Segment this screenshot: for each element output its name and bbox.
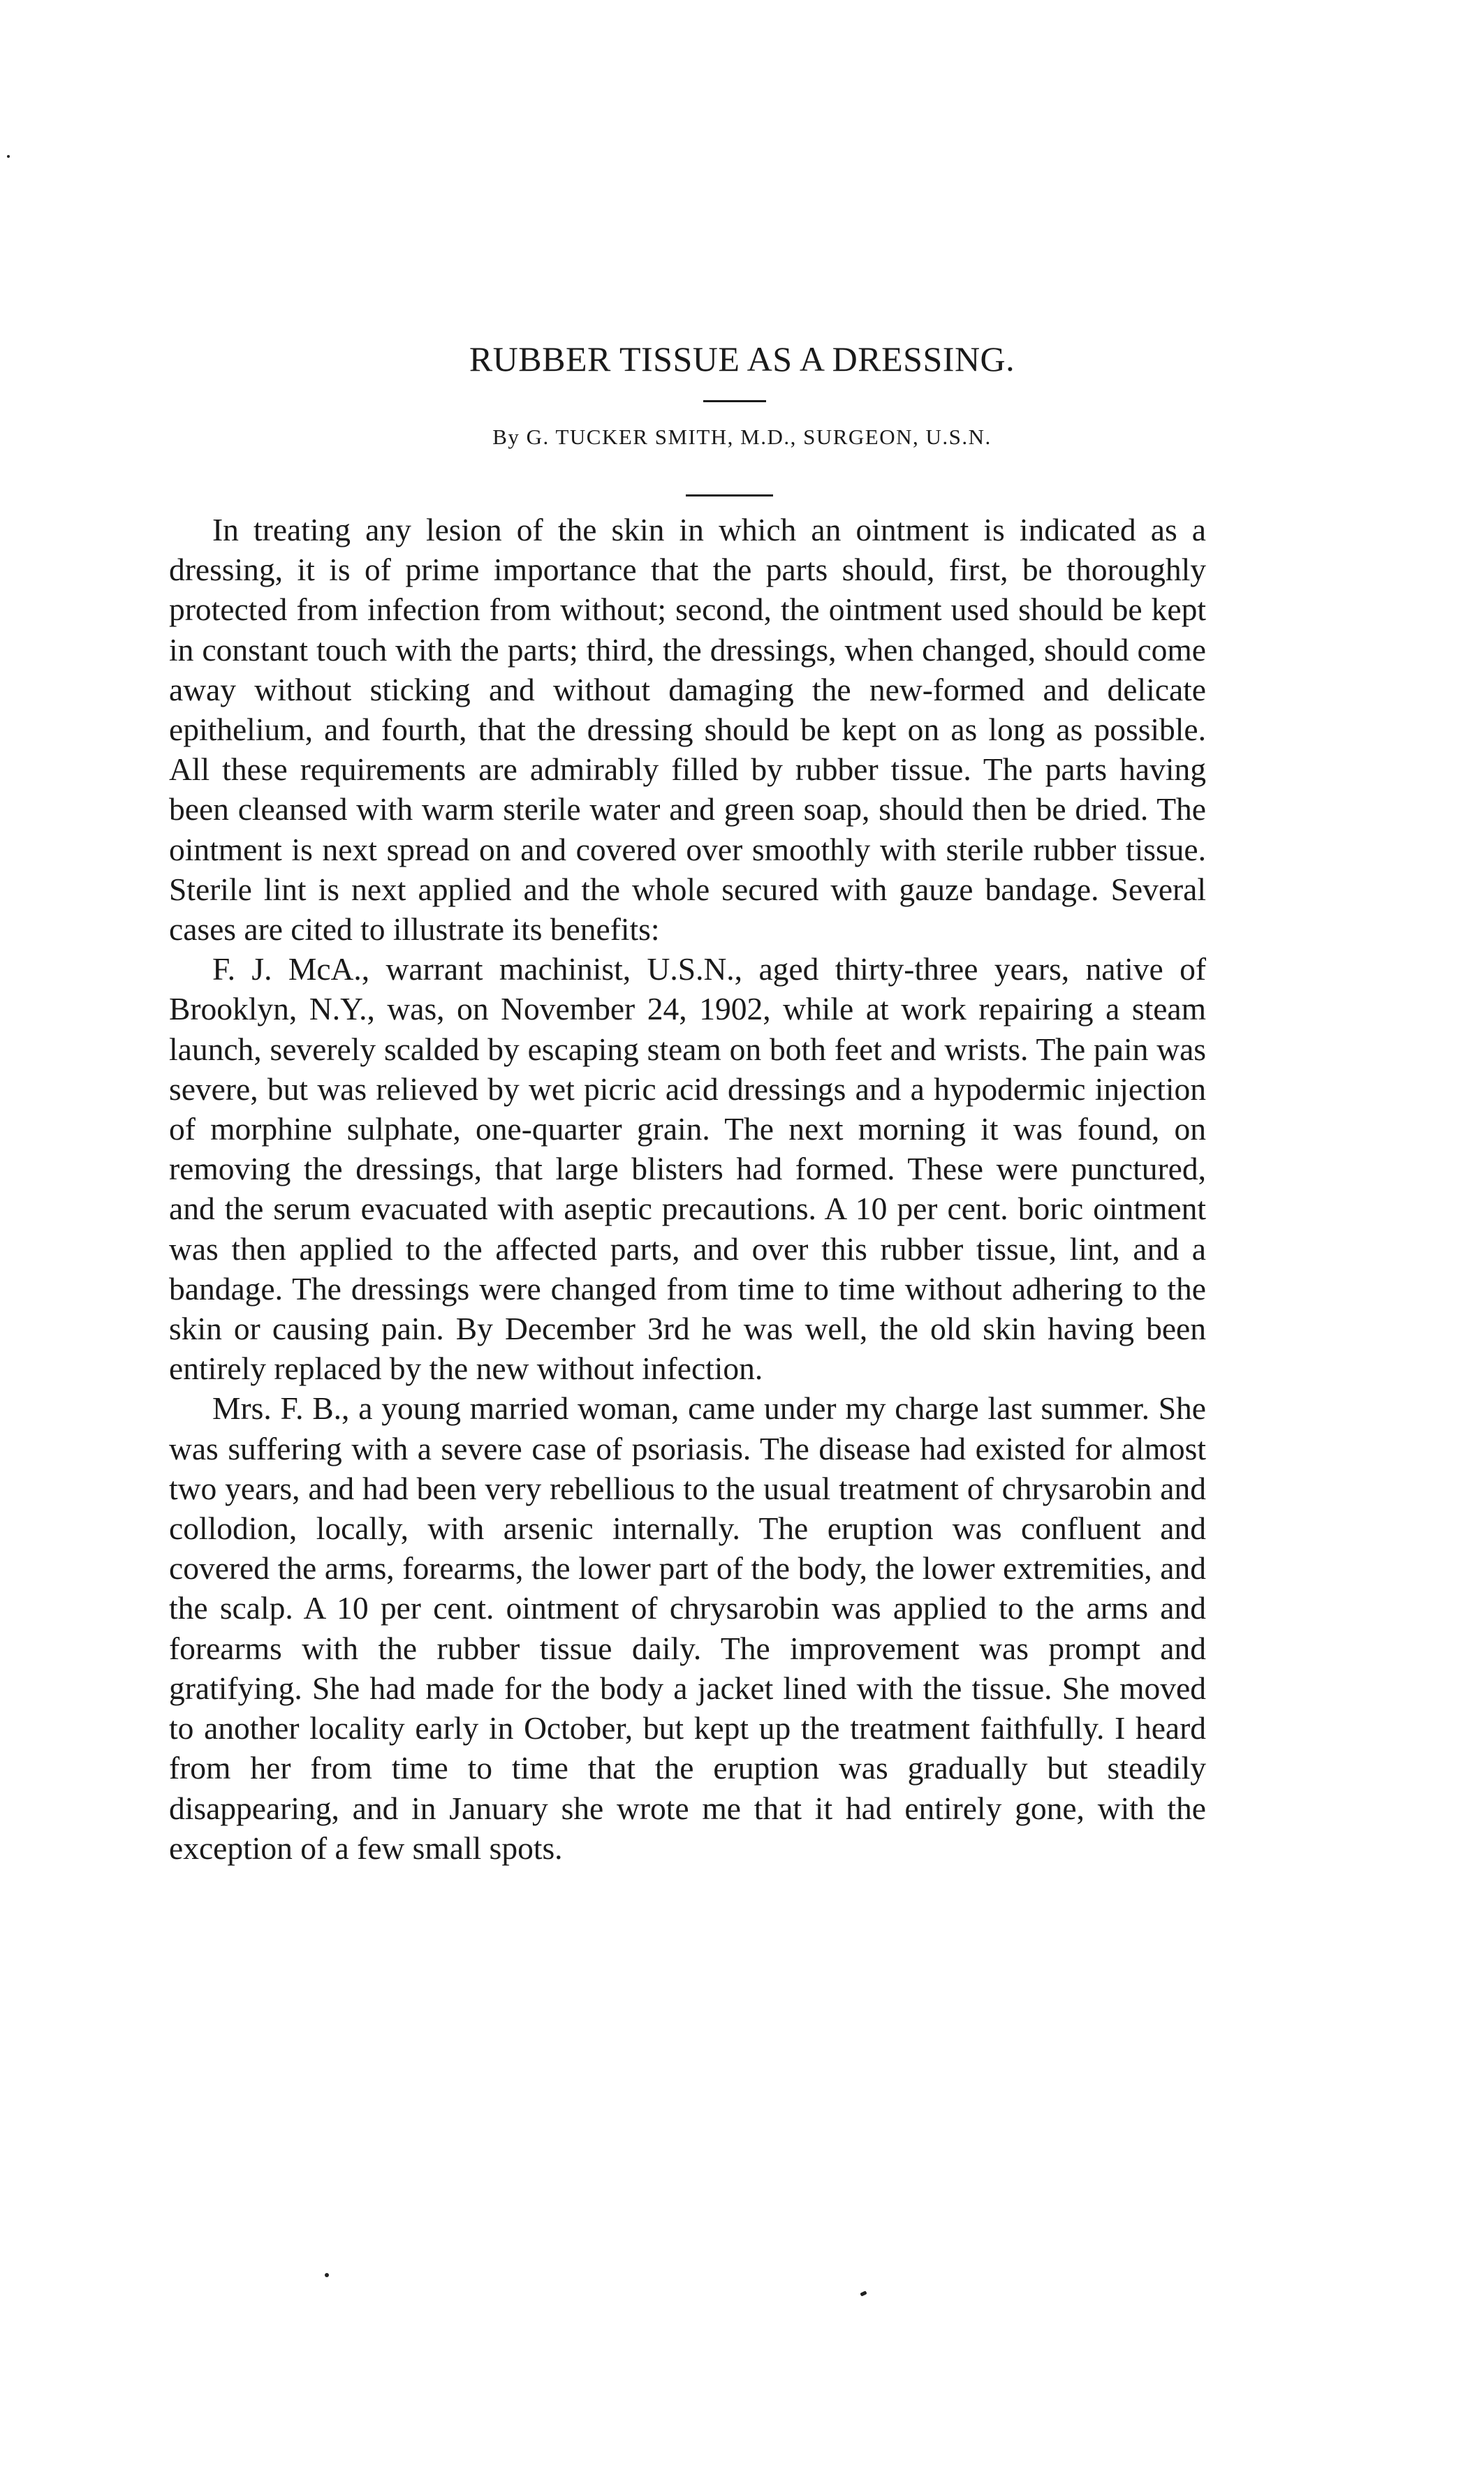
article-body [169,510,1206,1868]
scan-speck [325,2273,329,2277]
article-title: RUBBER TISSUE AS A DRESSING. [469,339,1015,378]
paragraph-case-1: F. J. McA., warrant machinist, U.S.N., aged thirty-three years, native of Brooklyn, N.Y., was, on November 24, 1902, while at work repairing a steam launch, severely scalded by escaping steam on both feet and wrists. The pain was severe, but was relieved by wet picric acid dressings and a hypodermic injection of morphine sulphate, one-quarter grain. The next morning it was found, on removing the dressings, that large blisters had formed. These were punctured, and the serum evacuated with aseptic precautions. A 10 per cent. boric ointment was then applied to the affected parts, and over this rubber tissue, lint, and a bandage. The dressings were changed from time to time without adhering to the skin or causing pain. By December 3rd he was well, the old skin having been entirely replaced by the new without infection. [169,951,1206,1387]
title-rule [703,400,766,402]
paragraph-case-2: Mrs. F. B., a young married woman, came under my charge last summer. She was suffering with a severe case of psoriasis. The disease had existed for almost two years, and had been very rebellious to the usual treatment of chrysarobin and collodion, locally, with arsenic internally. The eruption was confluent and covered the arms, forearms, the lower part of the body, the lower extremities, and the scalp. A 10 per cent. ointment of chrysarobin was applied to the arms and forearms with the rubber tissue daily. The improvement was prompt and gratifying. She had made for the body a jacket lined with the tissue. She moved to another locality early in October, but kept up the treatment faithfully. I heard from her from time to time that the eruption was gradually but steadily disappearing, and in January she wrote me that it had entirely gone, with the exception of a few small spots. [169,1390,1206,1866]
paragraph-intro: In treating any lesion of the skin in which an ointment is indicated as a dressing, it is of prime importance that the parts should, first, be thoroughly protected from infection from without; second, the ointment used should be kept in constant touch with the parts; third, the dressings, when changed, should come away without sticking and without damaging the new-formed and delicate epithelium, and fourth, that the dressing should be kept on as long as possible. All these requirements are admirably filled by rubber tissue. The parts having been cleansed with warm sterile water and green soap, should then be dried. The ointment is next spread on and covered over smoothly with sterile rubber tissue. Sterile lint is next applied and the whole secured with gauze bandage. Several cases are cited to illustrate its benefits: [169,512,1206,948]
scan-speck [7,155,10,158]
scan-speck [860,2290,867,2296]
article-byline: By G. TUCKER SMITH, M.D., SURGEON, U.S.N. [492,425,992,449]
byline-rule [686,494,773,496]
